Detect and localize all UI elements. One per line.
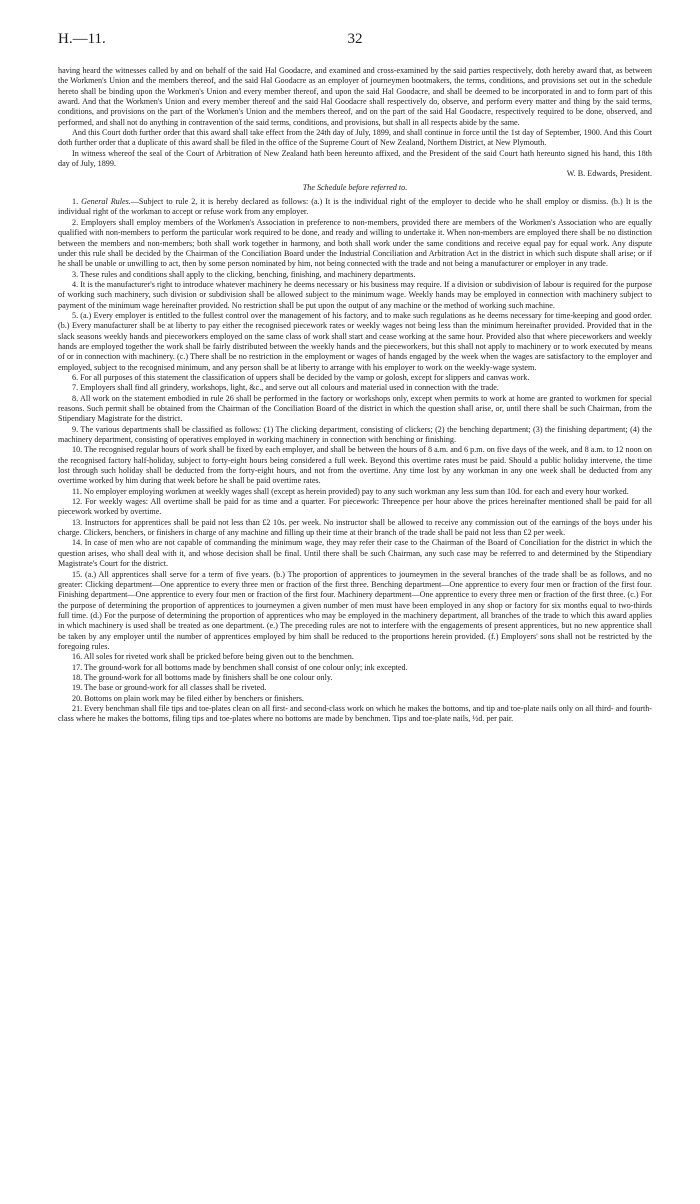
schedule-rule bbox=[58, 538, 652, 569]
rule-text: 4. It is the manufacturer's right to introduce whatever machinery he deems necessary or his business may require. If a division or subdivision of labour is required for the purpose of working such machinery, such division or subdivision shall be allowed subject to the minimum wage. Weekly hands may be employed in connection with machinery subject to payment of the minimum wage hereinafter provided. No restriction shall be put upon the output of any machine or the method of working such machine. bbox=[58, 279, 652, 310]
schedule-rule bbox=[58, 694, 652, 704]
page-number: 32 bbox=[347, 31, 363, 47]
schedule-rule bbox=[58, 518, 652, 539]
rule-text: 15. (a.) All apprentices shall serve for a term of five years. (b.) The proportion of apprentices to journeymen in the several branches of the trade shall be as follows, and no greater: Clicking department—One apprentice to every three men or fraction of the first three. Benching department—One apprentice to every four men or fraction of the first four. Finishing department—One apprentice to every four men or fraction of the first four. Machinery department—One apprentice to every three men or fraction of the first three. (c.) For the purpose of determining the proportion of apprentices to journeymen a given number of men must have been employed in any shop or factory for six months equal to two-thirds full time. (d.) For the purpose of determining the proportion of apprentices who may be employed in the machinery department, all branches of the trade to which this award applies in which machinery is used shall be treated as one department. (e.) The preceding rules are not to interfere with the engagements of present apprentices, but no new apprentice shall be taken by any employer until the number of apprentices employed by him shall be reduced to the proportions herein provided. (f.) Employers' sons shall not be restricted by the foregoing rules. bbox=[58, 569, 652, 651]
schedule-rule bbox=[58, 197, 652, 218]
schedule-rule bbox=[58, 570, 652, 653]
schedule-rule bbox=[58, 373, 652, 383]
schedule-rule bbox=[58, 394, 652, 425]
rule-text: 12. For weekly wages: All overtime shall be paid for as time and a quarter. For piecework: Threepence per hour above the prices hereinafter mentioned shall be paid for all piecework worked by overtime. bbox=[58, 497, 652, 517]
award-paragraph: having heard the witnesses called by and on behalf of the said Hal Goodacre, and examined and cross-examined by the said parties respectively, doth hereby award that, as between the Workmen's Union and the members thereof, and the said Hal Goodacre as an employer of journeymen bootmakers, the terms, conditions, and provisions set out in the schedule hereto shall be binding upon the Workmen's Union and every member thereof, and upon the said Hal Goodacre, and shall be deemed to be incorporated in and to form part of this award. And that the Workmen's Union and every member thereof and the said Hal Goodacre shall respectively do, observe, and perform every matter and thing by the said terms, conditions, and provisions on the part of the Workmen's Union and the members thereof, and on the part of the said Hal Goodacre, respectively required to be done, observed, and performed, and shall not do anything in contravention of the said terms, conditions, and provisions, but shall in all respects abide by the same. bbox=[58, 66, 652, 127]
rule-text: —Subject to rule 2, it is hereby declared as follows: (a.) It is the individual right of the employer to decide who he shall employ or dismiss. (b.) It is the individual right of the workman to accept or refuse work from any employer. bbox=[58, 197, 652, 217]
schedule-rule bbox=[58, 497, 652, 518]
schedule-rule bbox=[58, 218, 652, 270]
rule-text: 10. The recognised regular hours of work shall be fixed by each employer, and shall be between the hours of 8 a.m. and 6 p.m. on five days of the week, and 8 a.m. to 12 noon on the recognised factory half-holiday, subject to forty-eight hours being considered a full week. Beyond this overtime rates must be paid. Should a public holiday intervene, the time lost through such holiday shall be deducted from the forty-eight hours, and not from the overtime. Any time lost by any workman in any one week shall be deducted from any overtime worked by him during that week before he shall be paid overtime rates. bbox=[58, 445, 652, 486]
award-paragraph: And this Court doth further order that this award shall take effect from the 24th day of July, 1899, and shall continue in force until the 1st day of September, 1900. And this Court doth further order that a duplicate of this award shall be filed in the office of the Supreme Court of New Zealand, Northern District, at New Plymouth. bbox=[58, 128, 652, 148]
schedule-rule bbox=[58, 704, 652, 725]
schedule-rule bbox=[58, 663, 652, 673]
schedule-rule bbox=[58, 445, 652, 486]
rule-text: 9. The various departments shall be classified as follows: (1) The clicking department, consisting of clickers; (2) the benching department; (3) the finishing department; (4) the machinery department, consisting of operatives employed in working machinery in connection with benching or finishing. bbox=[58, 424, 652, 445]
page-header bbox=[58, 30, 652, 48]
rule-text: 7. Employers shall find all grindery, workshops, light, &c., and serve out all colours and material used in connection with the trade. bbox=[72, 383, 499, 393]
rule-text: 3. These rules and conditions shall apply to the clicking, benching, finishing, and machinery departments. bbox=[72, 269, 416, 279]
schedule-rule bbox=[58, 425, 652, 446]
schedule-rule bbox=[58, 652, 652, 662]
schedule-rule bbox=[58, 311, 652, 373]
rule-text: 17. The ground-work for all bottoms made by benchmen shall consist of one colour only; ink excepted. bbox=[72, 662, 408, 672]
rule-text: 16. All soles for riveted work shall be pricked before being given out to the benchmen. bbox=[72, 652, 354, 662]
award-paragraph: In witness whereof the seal of the Court of Arbitration of New Zealand hath been hereunto affixed, and the President of the said Court hath hereunto signed his hand, this 18th day of July, 1899. bbox=[58, 148, 652, 169]
rule-lead: 1. bbox=[72, 197, 82, 207]
schedule-rule bbox=[58, 270, 652, 280]
document-reference: H.—11. bbox=[58, 31, 106, 47]
rule-text: 5. (a.) Every employer is entitled to the fullest control over the management of his factory, and to make such regulations as he deems necessary for time-keeping and good order. (b.) Every manufacturer shall be at liberty to pay either the recognised piecework rates or weekly wages not being less than the minimum hereinafter provided. Provided that in the slack seasons weekly hands and pieceworkers employed on the same class of work shall start and cease working at the same hour. Provided also that where pieceworkers and weekly hands are employed together the work shall be fairly distributed between the weekly hands and the pieceworkers, but this shall not apply to machinery or to work executed by means of or in connection with machinery. (c.) There shall be no restriction in the employment or wages of hands engaged by the week when the wages are satisfactory to the employer and employed, subject to the recognised minimum, and any person shall be at liberty to arrange with his employer to work on the weekly-wage system. bbox=[58, 310, 652, 372]
rule-heading: General Rules. bbox=[81, 197, 131, 207]
rule-text: 21. Every benchman shall file tips and toe-plates clean on all first- and second-class work on which he makes the bottoms, and tip and toe-plate nails only on all third- and fourth-class where he makes the bottoms, filing tips and toe-plates where no bottoms are made by benchmen. Tips and toe-plate nails, ½d. per pair. bbox=[58, 703, 652, 724]
rule-text: 6. For all purposes of this statement the classification of uppers shall be decided by the vamp or golosh, except for slippers and canvas work. bbox=[72, 372, 530, 382]
rule-text: 18. The ground-work for all bottoms made by finishers shall be one colour only. bbox=[72, 672, 333, 682]
rule-text: 8. All work on the statement embodied in rule 26 shall be performed in the factory or workshops only, except when permits to work at home are granted to workmen for special reasons. Such permit shall be obtained from the Chairman of the Conciliation Board of the district in which the question shall arise, or, until there shall be such Chairman, from the Stipendiary Magistrate for the district. bbox=[58, 393, 652, 424]
rule-text: 20. Bottoms on plain work may be filed either by benchers or finishers. bbox=[72, 693, 304, 703]
rule-text: 19. The base or ground-work for all classes shall be riveted. bbox=[72, 683, 267, 693]
schedule-rule bbox=[58, 383, 652, 393]
schedule-rule bbox=[58, 487, 652, 497]
schedule-title: The Schedule before referred to. bbox=[302, 182, 408, 192]
rule-text: 14. In case of men who are not capable of commanding the minimum wage, they may refer their case to the Chairman of the Board of Conciliation for the district in which the question arises, who shall deal with it, and whose decision shall be final. Until there shall be such Chairman, any such case may be referred to and determined by the Stipendiary Magistrate's Court for the district. bbox=[58, 538, 652, 569]
rule-text: 2. Employers shall employ members of the Workmen's Association in preference to non-members, provided there are members of the Workmen's Association who are equally qualified with non-members to perform the particular work required to be done, and ready and willing to undertake it. When non-members are employed there shall be no distinction between the members and non-members; both shall work together in harmony, and both shall work under the same conditions and receive equal pay for equal work. Any dispute under this rule shall be decided by the Chairman of the Conciliation Board under the Industrial Conciliation and Arbitration Act in the district in which such dispute shall arise; or if he shall be unable or unwilling to act, then by some person nominated by him, not being connected with the trade and not being a manufacturer or employer in any trade. bbox=[58, 217, 652, 269]
schedule-rule bbox=[58, 280, 652, 311]
schedule-rule bbox=[58, 673, 652, 683]
rule-text: 13. Instructors for apprentices shall be paid not less than £2 10s. per week. No instructor shall be allowed to receive any commission out of the earnings of the boys under his charge. Clickers, benchers, or finishers in charge of any machine and filling up their time at their branch of the trade shall be paid not less than £2 per week. bbox=[58, 517, 652, 538]
signature-line: W. B. Edwards, President. bbox=[566, 169, 652, 179]
schedule-rule bbox=[58, 683, 652, 693]
rule-text: 11. No employer employing workmen at weekly wages shall (except as herein provided) pay to any such workman any less sum than 10d. for each and every hour worked. bbox=[72, 486, 629, 496]
rules-list bbox=[58, 197, 652, 725]
